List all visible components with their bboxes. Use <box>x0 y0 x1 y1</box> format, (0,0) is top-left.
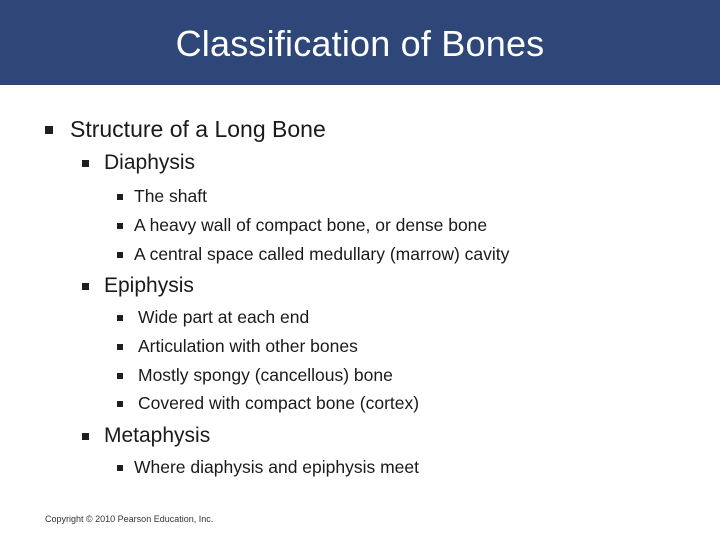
bullet-text: Structure of a Long Bone <box>70 116 326 142</box>
bullet-text: A heavy wall of compact bone, or dense bone <box>134 215 488 235</box>
bullet-text: Epiphysis <box>104 274 194 297</box>
bullet-text: Covered with compact bone (cortex) <box>138 393 420 413</box>
bullet-epiphysis-item <box>117 393 419 414</box>
bullet-epiphysis-item <box>117 307 309 328</box>
square-bullet-icon <box>117 401 123 407</box>
square-bullet-icon <box>117 194 123 200</box>
bullet-diaphysis-item <box>117 244 509 265</box>
bullet-epiphysis <box>82 274 194 298</box>
bullet-metaphysis-item <box>117 457 419 478</box>
square-bullet-icon <box>117 465 123 471</box>
square-bullet-icon <box>117 252 123 258</box>
bullet-epiphysis-item <box>117 365 393 386</box>
copyright-footer: Copyright © 2010 Pearson Education, Inc. <box>45 514 214 524</box>
bullet-diaphysis-item <box>117 186 207 207</box>
bullet-diaphysis <box>82 151 195 175</box>
bullet-text: Wide part at each end <box>138 307 310 327</box>
square-bullet-icon <box>117 223 123 229</box>
bullet-text: Mostly spongy (cancellous) bone <box>138 365 393 385</box>
bullet-epiphysis-item <box>117 336 358 357</box>
square-bullet-icon <box>117 315 123 321</box>
square-bullet-icon <box>82 283 89 290</box>
bullet-text: Metaphysis <box>104 424 211 447</box>
square-bullet-icon <box>82 160 89 167</box>
square-bullet-icon <box>45 126 53 134</box>
bullet-text: Articulation with other bones <box>138 336 358 356</box>
bullet-diaphysis-item <box>117 215 487 236</box>
bullet-text: Where diaphysis and epiphysis meet <box>134 457 420 477</box>
bullet-text: Diaphysis <box>104 151 196 174</box>
bullet-structure-long-bone <box>45 116 326 143</box>
square-bullet-icon <box>82 433 89 440</box>
square-bullet-icon <box>117 373 123 379</box>
bullet-text: A central space called medullary (marrow) cavity <box>134 244 510 264</box>
bullet-text: The shaft <box>134 186 207 206</box>
slide-title: Classification of Bones <box>175 22 545 64</box>
square-bullet-icon <box>117 344 123 350</box>
bullet-metaphysis <box>82 424 210 448</box>
